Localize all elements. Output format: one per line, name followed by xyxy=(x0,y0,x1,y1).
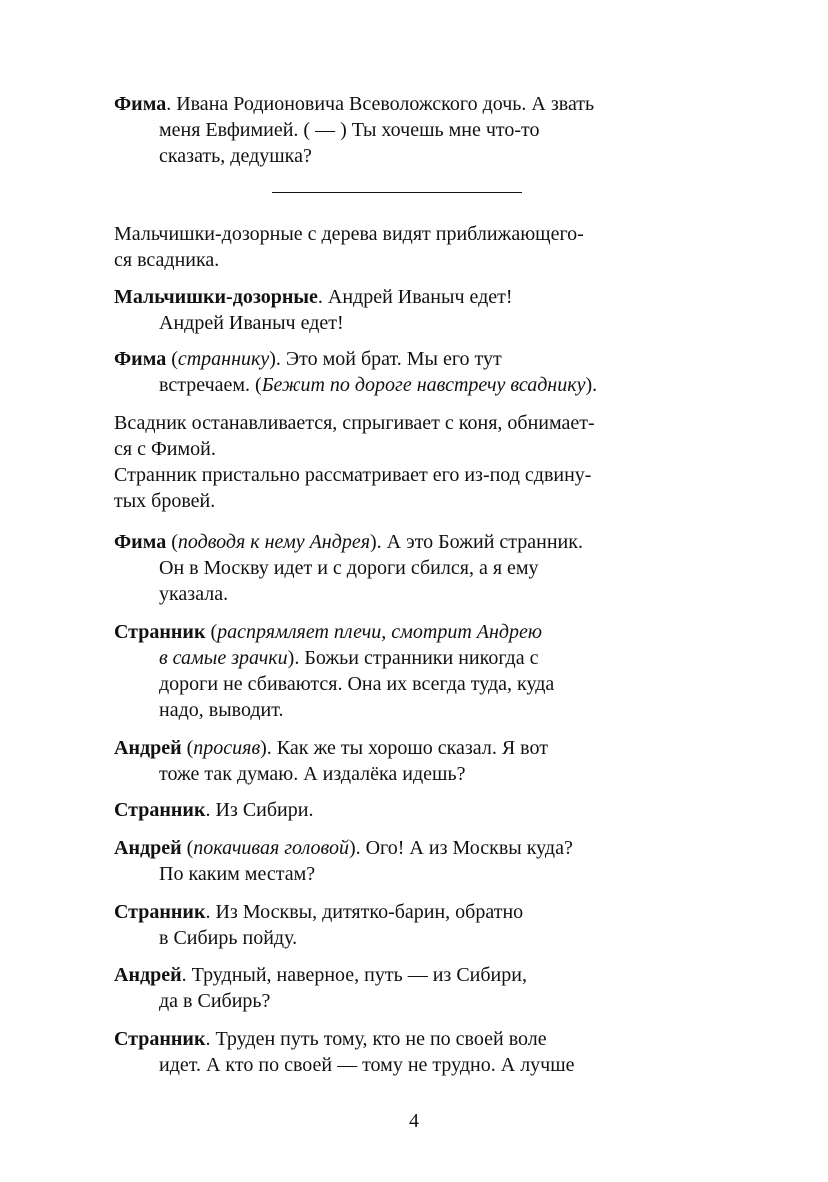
speech-line xyxy=(114,671,714,697)
line-text: ). Божьи странники никогда с xyxy=(287,647,539,669)
text-block-4 xyxy=(114,410,714,514)
speech-line xyxy=(114,143,714,169)
line-text: Он в Москву идет и с дороги сбился, а я ему xyxy=(159,557,539,579)
line-text: надо, выводит. xyxy=(159,699,284,721)
line-text: ). Ого! А из Москвы куда? xyxy=(348,837,573,859)
line-text: ся всадника. xyxy=(114,249,220,271)
stage-direction: в самые зрачки xyxy=(159,647,288,669)
line-text: тых бровей. xyxy=(114,490,216,512)
speech-line xyxy=(114,346,714,372)
speech-line xyxy=(114,797,714,823)
speech-line xyxy=(114,697,714,723)
narration-line xyxy=(114,462,714,488)
stage-direction: подводя к нему Андрея xyxy=(177,531,371,553)
speech-line xyxy=(114,925,714,951)
line-text: . Трудный, наверное, путь — из Сибири, xyxy=(181,964,527,986)
line-text: Андрей Иваныч едет! xyxy=(159,312,344,334)
text-block-8 xyxy=(114,797,714,823)
page-number: 4 xyxy=(409,1110,419,1132)
speaker-name: Фима xyxy=(114,531,167,553)
text-block-0 xyxy=(114,91,714,169)
text-block-7 xyxy=(114,735,714,787)
line-text: ). Это мой брат. Мы его тут xyxy=(269,348,502,370)
line-text: меня Евфимией. ( — ) Ты хочешь мне что-то xyxy=(159,119,540,141)
speech-line xyxy=(114,988,714,1014)
text-block-5 xyxy=(114,529,714,607)
text-block-2 xyxy=(114,284,714,336)
line-text: сказать, дедушка? xyxy=(159,145,312,167)
line-text: ся с Фимой. xyxy=(114,438,216,460)
text-block-9 xyxy=(114,835,714,887)
speech-line xyxy=(114,284,714,310)
speaker-name: Странник xyxy=(114,1028,206,1050)
line-text: дороги не сбиваются. Она их всегда туда, куда xyxy=(159,673,555,695)
speaker-name: Андрей xyxy=(114,837,182,859)
speech-line xyxy=(114,899,714,925)
line-text: ( xyxy=(166,348,178,370)
speaker-name: Мальчишки-дозорные xyxy=(114,286,318,308)
line-text: встречаем. ( xyxy=(159,374,262,396)
speech-line xyxy=(114,1026,714,1052)
stage-direction: страннику xyxy=(177,348,270,370)
line-text: указала. xyxy=(159,583,229,605)
speech-line xyxy=(114,735,714,761)
speech-line xyxy=(114,645,714,671)
speaker-name: Фима xyxy=(114,93,167,115)
line-text: Странник пристально рассматривает его из-под сдвину- xyxy=(114,464,592,486)
stage-direction: просияв xyxy=(193,737,261,759)
speech-line xyxy=(114,529,714,555)
section-divider xyxy=(272,192,522,193)
line-text: ). А это Божий странник. xyxy=(370,531,583,553)
line-text: . Из Сибири. xyxy=(205,799,314,821)
speech-line xyxy=(114,372,714,398)
line-text: Мальчишки-дозорные с дерева видят приближающего- xyxy=(114,223,584,245)
speech-line xyxy=(114,619,714,645)
speaker-name: Странник xyxy=(114,799,206,821)
narration-line xyxy=(114,436,714,462)
line-text: в Сибирь пойду. xyxy=(159,927,298,949)
speech-line xyxy=(114,761,714,787)
speaker-name: Странник xyxy=(114,621,206,643)
line-text: . Ивана Родионовича Всеволожского дочь. А звать xyxy=(166,93,595,115)
speech-line xyxy=(114,962,714,988)
speaker-name: Андрей xyxy=(114,737,182,759)
speaker-name: Фима xyxy=(114,348,167,370)
stage-direction: Бежит по дороге навстречу всаднику xyxy=(261,374,586,396)
text-block-11 xyxy=(114,962,714,1014)
speech-line xyxy=(114,310,714,336)
text-block-10 xyxy=(114,899,714,951)
line-text: ( xyxy=(166,531,178,553)
speech-line xyxy=(114,861,714,887)
line-text: ( xyxy=(205,621,218,643)
text-block-3 xyxy=(114,346,714,398)
speech-line xyxy=(114,835,714,861)
line-text: . Из Москвы, дитятко-барин, обратно xyxy=(205,901,524,923)
narration-line xyxy=(114,488,714,514)
line-text: тоже так думаю. А издалёка идешь? xyxy=(159,763,466,785)
stage-direction: покачивая головой xyxy=(193,837,349,859)
line-text: ( xyxy=(181,837,194,859)
line-text: ). Как же ты хорошо сказал. Я вот xyxy=(260,737,548,759)
speech-line xyxy=(114,1052,714,1078)
text-block-1 xyxy=(114,221,714,273)
speech-line xyxy=(114,555,714,581)
speaker-name: Странник xyxy=(114,901,206,923)
line-text: ). xyxy=(585,374,598,396)
line-text: да в Сибирь? xyxy=(159,990,271,1012)
speech-line xyxy=(114,581,714,607)
speech-line xyxy=(114,117,714,143)
narration-line xyxy=(114,410,714,436)
line-text: По каким местам? xyxy=(159,863,316,885)
narration-line xyxy=(114,247,714,273)
line-text: . Труден путь тому, кто не по своей воле xyxy=(205,1028,547,1050)
speech-line xyxy=(114,91,714,117)
text-block-6 xyxy=(114,619,714,723)
line-text: . Андрей Иваныч едет! xyxy=(317,286,513,308)
stage-direction: распрямляет плечи, смотрит Андрею xyxy=(217,621,543,643)
narration-line xyxy=(114,221,714,247)
line-text: идет. А кто по своей — тому не трудно. А лучше xyxy=(159,1054,575,1076)
line-text: ( xyxy=(181,737,194,759)
speaker-name: Андрей xyxy=(114,964,182,986)
text-block-12 xyxy=(114,1026,714,1078)
line-text: Всадник останавливается, спрыгивает с коня, обнимает- xyxy=(114,412,595,434)
